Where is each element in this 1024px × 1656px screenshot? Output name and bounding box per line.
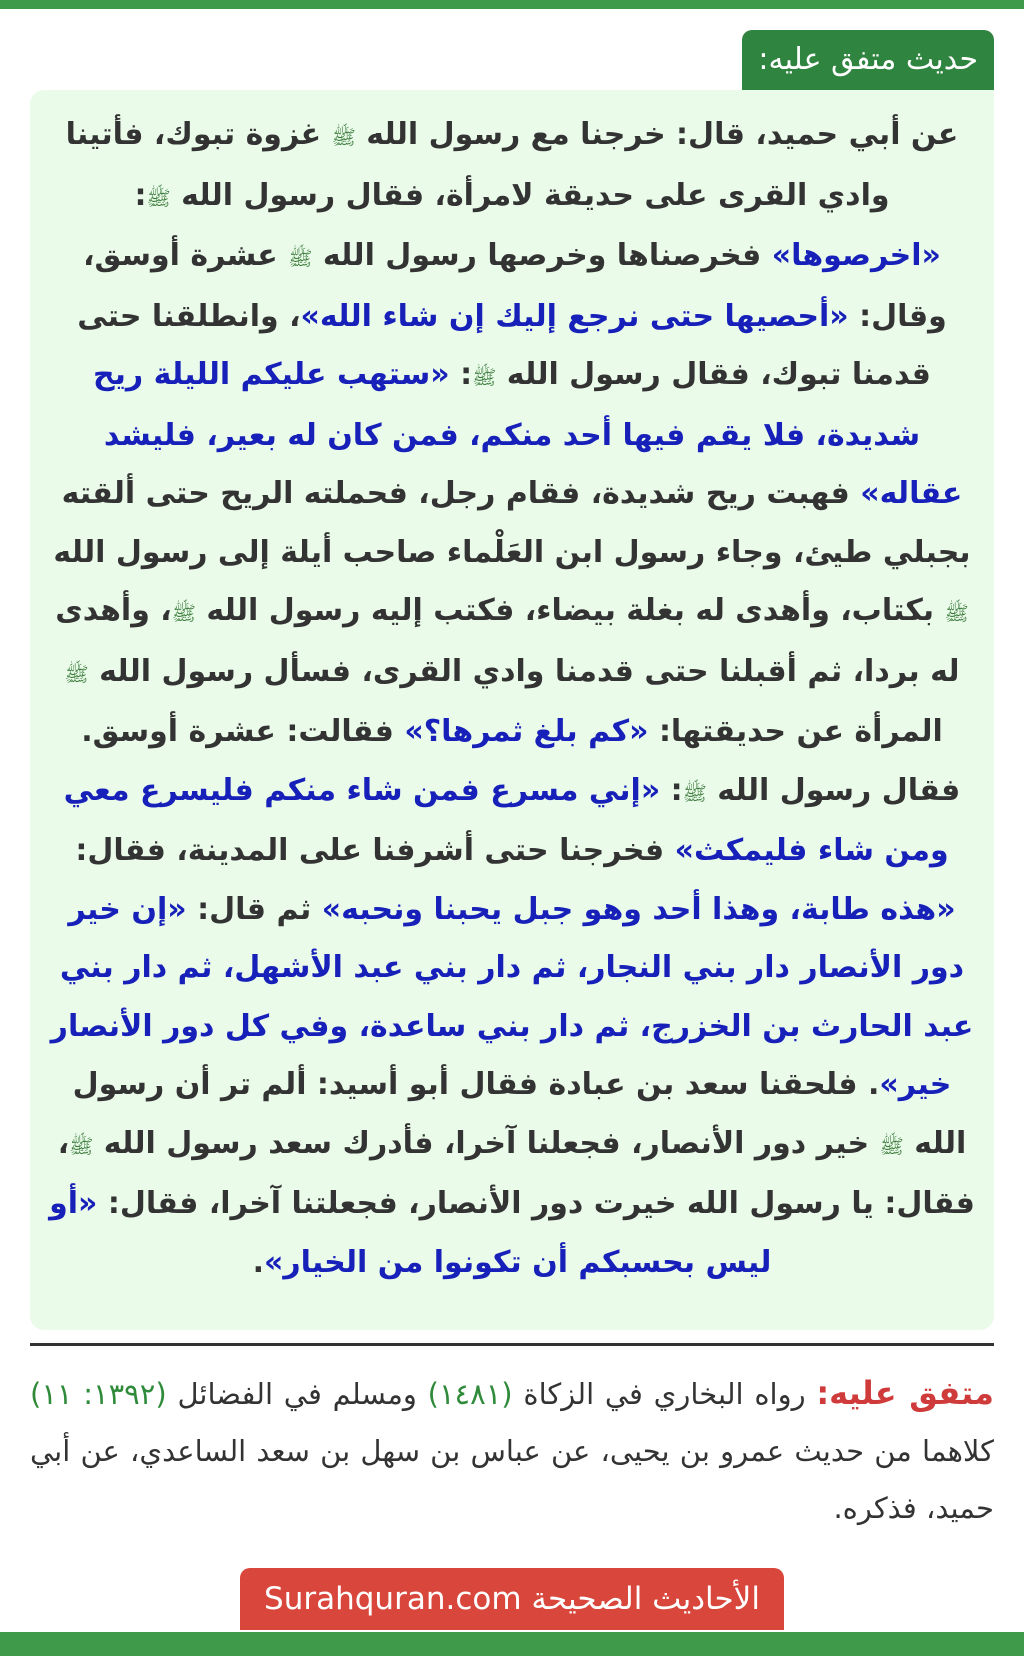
hadith-segment: ، وأهدى له بردا، ثم أقبلنا حتى قدمنا وادي القرى، فسأل رسول الله [55,593,960,689]
section-divider [30,1343,994,1346]
salutation-glyph: ﷺ [64,661,89,686]
hadith-segment: : [134,177,147,213]
hadith-box [30,90,994,1330]
prophet-quote: «كم بلغ ثمرها؟» [404,714,649,749]
prophet-quote: «أحصيها حتى نرجع إليك إن شاء الله» [300,298,849,334]
hadith-segment: غزوة تبوك، فأتينا وادي القرى على حديقة لامرأة، فقال رسول الله [65,117,890,213]
salutation-glyph: ﷺ [288,246,313,270]
salutation-glyph: ﷺ [331,125,356,149]
hadith-segment: فهبت ريح شديدة، فقام رجل، فحملته الريح حتى ألقته بجبلي طيئ، وجاء رسول ابن العَلْماء صاحب أيلة إلى رسول الله [53,476,971,570]
bottom-accent-bar [0,1632,1024,1656]
prophet-quote: «أو ليس بحسبكم أن تكونوا من الخيار» [49,1186,772,1280]
salutation-glyph: ﷺ [682,780,707,805]
hadith-segment: ثم قال: [197,891,312,927]
site-brand-link[interactable]: الأحاديث الصحيحة Surahquran.com [240,1568,784,1630]
hadith-segment: . فلحقنا سعد بن عبادة فقال أبو أسيد: ألم تر أن رسول الله [72,1067,967,1161]
hadith-segment: خير دور الأنصار، فجعلنا آخرا، فأدرك سعد رسول الله [103,1125,870,1161]
hadith-segment: بكتاب، وأهدى له بغلة بيضاء، فكتب إليه رسول الله [206,593,935,628]
hadith-label-tab: حديث متفق عليه: [742,30,994,90]
salutation-glyph: ﷺ [69,1133,94,1158]
hadith-segment: . [252,1244,264,1280]
salutation-glyph: ﷺ [944,601,969,625]
hadith-segment: فخرجنا حتى أشرفنا على المدينة، فقال: [75,833,665,868]
salutation-glyph: ﷺ [472,365,497,389]
hadith-text [48,106,976,1292]
source-segment: رواه البخاري في الزكاة [523,1377,806,1411]
source-label: متفق عليه: [816,1374,994,1412]
salutation-glyph: ﷺ [171,601,196,625]
hadith-segment: ، وانطلقنا حتى قدمنا تبوك، فقال رسول الله [77,298,931,392]
prophet-quote: «اخرصوها» [771,238,941,273]
hadith-segment: فقالت: عشرة أوسق. فقال رسول الله [81,714,961,808]
salutation-glyph: ﷺ [146,185,171,210]
hadith-segment: عشرة أوسق، وقال: [83,238,947,334]
takhrij-text [30,1365,994,1537]
hadith-segment: : [460,357,473,392]
hadith-segment: عن أبي حميد، قال: خرجنا مع رسول الله [366,117,959,152]
prophet-quote: «إني مسرع فمن شاء منكم فليسرع معي ومن شاء فليمكث» [63,772,949,868]
hadith-segment: ، فقال: يا رسول الله خيرت دور الأنصار، فجعلتنا آخرا، فقال: [57,1125,975,1221]
salutation-glyph: ﷺ [879,1133,904,1158]
prophet-quote: «هذه طابة، وهذا أحد وهو جبل يحبنا ونحبه» [321,891,956,927]
source-segment: ومسلم في الفضائل [177,1377,417,1411]
hadith-number: (١٤٨١) [427,1377,513,1411]
hadith-number: (١٣٩٢: ١١) [30,1377,167,1411]
prophet-quote: «ستهب عليكم الليلة ريح شديدة، فلا يقم فيها أحد منكم، فمن كان له بعير، فليشد عقاله» [93,357,963,511]
hadith-segment: فخرصناها وخرصها رسول الله [322,238,762,273]
prophet-quote: «إن خير دور الأنصار دار بني النجار، ثم دار بني عبد الأشهل، ثم دار بني عبد الحارث بن الخزرج، ثم دار بني ساعدة، وفي كل دور الأنصار خير» [50,891,974,1102]
hadith-segment: : [670,772,683,808]
source-segment: كلاهما من حديث عمرو بن يحيى، عن عباس بن سهل بن سعد الساعدي، عن أبي حميد، فذكره. [30,1434,994,1525]
hadith-segment: المرأة عن حديقتها: [658,714,943,749]
top-accent-bar [0,0,1024,9]
